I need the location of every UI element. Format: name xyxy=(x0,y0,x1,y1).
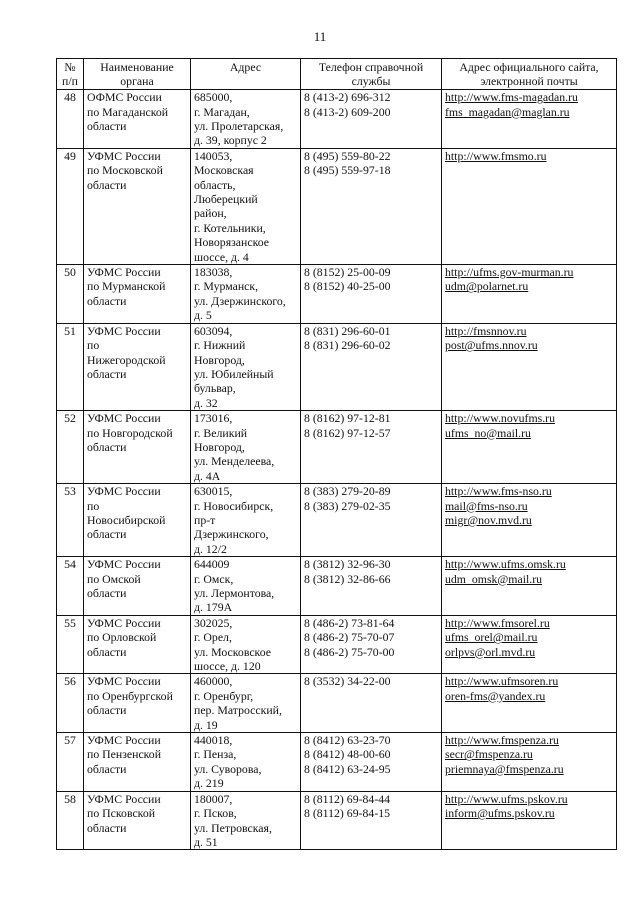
row-number: 55 xyxy=(57,615,84,674)
office-address-line: шоссе, д. 120 xyxy=(194,659,261,674)
row-number: 53 xyxy=(57,484,84,557)
office-address-line: г. Орел, xyxy=(194,630,232,645)
office-phones xyxy=(301,323,442,410)
page-number: 11 xyxy=(313,29,327,44)
office-address-line: Дзержинского, xyxy=(194,527,269,542)
office-address-line: ул. Лермонтова, xyxy=(194,586,275,600)
office-address xyxy=(191,791,301,850)
contact-link[interactable]: oren-fms@yandex.ru xyxy=(445,688,546,703)
office-name-line: по Омской xyxy=(87,571,141,586)
office-phones-line: 8 (3812) 32-86-66 xyxy=(304,571,391,586)
table-row xyxy=(57,484,617,557)
office-address-line: г. Псков, xyxy=(194,806,237,821)
contact-link[interactable]: priemnaya@fmspenza.ru xyxy=(445,761,564,776)
office-phones-line: 8 (383) 279-02-35 xyxy=(304,498,391,513)
office-name xyxy=(84,148,191,264)
office-address-line: д. 12/2 xyxy=(194,541,227,556)
contact-link[interactable]: ufms_no@mail.ru xyxy=(445,425,531,440)
contact-link[interactable]: udm_omsk@mail.ru xyxy=(445,571,543,586)
office-phones xyxy=(301,615,442,674)
office-phones-line: 8 (8412) 63-24-95 xyxy=(304,761,391,776)
row-number: 49 xyxy=(57,148,84,264)
contact-link[interactable]: http://www.fmspenza.ru xyxy=(445,733,559,748)
office-address-line: пер. Матросский, xyxy=(194,703,282,718)
office-address xyxy=(191,90,301,149)
office-name-line: УФМС России xyxy=(87,791,161,806)
office-name xyxy=(84,90,191,149)
office-address xyxy=(191,148,301,264)
office-phones xyxy=(301,90,442,149)
office-address-line: область, xyxy=(194,177,236,192)
office-name-line: УФМС России xyxy=(87,323,161,338)
office-name-line: УФМС России xyxy=(87,265,161,280)
office-phones-line: 8 (486-2) 75-70-00 xyxy=(304,644,395,659)
office-address-line: ул. Дзержинского, xyxy=(194,293,286,308)
office-address xyxy=(191,557,301,616)
office-name-line: УФМС России xyxy=(87,733,161,748)
office-name-line: Новосибирской xyxy=(87,512,166,527)
office-address xyxy=(191,265,301,324)
office-phones-line: 8 (8152) 40-25-00 xyxy=(304,279,391,294)
office-address-line: д. 219 xyxy=(194,776,224,791)
row-number: 54 xyxy=(57,557,84,616)
office-phones-line: 8 (383) 279-20-89 xyxy=(304,484,391,499)
office-name-line: области xyxy=(87,119,127,133)
office-address-line: 140053, xyxy=(194,148,233,163)
office-website-email xyxy=(442,265,617,324)
office-name-line: области xyxy=(87,703,127,718)
header-phone-line: службы xyxy=(351,73,391,88)
office-phones-line: 8 (495) 559-80-22 xyxy=(304,148,391,163)
header-name-line: органа xyxy=(120,73,154,88)
office-name-line: ОФМС России xyxy=(87,90,162,105)
office-address-line: 603094, xyxy=(194,323,233,338)
contact-link[interactable]: migr@nov.mvd.ru xyxy=(445,512,532,527)
contact-link[interactable]: http://www.ufms.omsk.ru xyxy=(445,557,566,572)
row-number: 50 xyxy=(57,265,84,324)
office-address-line: д. 32 xyxy=(194,395,218,410)
office-address-line: г. Нижний xyxy=(194,338,246,353)
office-address-line: 630015, xyxy=(194,484,233,499)
office-phones xyxy=(301,674,442,733)
office-website-email xyxy=(442,674,617,733)
header-num-line: № xyxy=(64,60,76,74)
office-address-line: г. Мурманск, xyxy=(194,279,259,294)
table-row xyxy=(57,791,617,850)
office-website-email xyxy=(442,90,617,149)
contact-link[interactable]: inform@ufms.pskov.ru xyxy=(445,806,555,821)
office-address-line: ул. Юбилейный xyxy=(194,366,274,381)
office-address-line: д. 39, корпус 2 xyxy=(194,133,267,148)
table-row xyxy=(57,674,617,733)
table-header-row xyxy=(57,59,617,90)
contact-link[interactable]: fms_magadan@maglan.ru xyxy=(445,104,570,119)
office-address-line: 644009 xyxy=(194,557,230,572)
office-name xyxy=(84,265,191,324)
table-row xyxy=(57,265,617,324)
office-name-line: по Магаданской xyxy=(87,104,169,119)
office-phones xyxy=(301,148,442,264)
header-num xyxy=(57,59,84,90)
office-name xyxy=(84,791,191,850)
office-name-line: УФМС России xyxy=(87,411,161,426)
office-address xyxy=(191,484,301,557)
office-name-line: УФМС России xyxy=(87,615,161,630)
contact-link[interactable]: ufms_orel@mail.ru xyxy=(445,630,538,645)
office-phones-line: 8 (8112) 69-84-44 xyxy=(304,791,391,806)
office-phones-line: 8 (486-2) 75-70-07 xyxy=(304,630,395,645)
office-name-line: УФМС России xyxy=(87,557,161,572)
office-address xyxy=(191,411,301,484)
table-row xyxy=(57,615,617,674)
row-number: 56 xyxy=(57,674,84,733)
office-website-email xyxy=(442,615,617,674)
office-phones xyxy=(301,557,442,616)
row-number: 51 xyxy=(57,323,84,410)
office-address-line: 173016, xyxy=(194,411,233,426)
office-phones xyxy=(301,265,442,324)
office-address-line: Московская xyxy=(194,163,254,178)
office-address-line: д. 4А xyxy=(194,468,221,483)
office-phones-line: 8 (413-2) 696-312 xyxy=(304,90,391,105)
contact-link[interactable]: http://www.fmsmo.ru xyxy=(445,148,547,163)
header-site-line: Адрес официального сайта, xyxy=(459,60,599,74)
office-address-line: ул. Петровская, xyxy=(194,820,272,835)
office-address-line: ул. Московское xyxy=(194,644,271,659)
office-name-line: по xyxy=(87,498,100,513)
office-address-line: г. Магадан, xyxy=(194,104,250,119)
office-name xyxy=(84,484,191,557)
row-number: 57 xyxy=(57,733,84,792)
office-name-line: области xyxy=(87,761,127,776)
table-row xyxy=(57,148,617,264)
contact-link[interactable]: http://ufms.gov-murman.ru xyxy=(445,265,574,280)
office-address xyxy=(191,733,301,792)
contact-link[interactable]: post@ufms.nnov.ru xyxy=(445,338,538,353)
office-address-line: г. Котельники, xyxy=(194,220,266,235)
table-row xyxy=(57,557,617,616)
office-address-line: д. 19 xyxy=(194,717,218,732)
office-website-email xyxy=(442,733,617,792)
office-name-line: по Псковской xyxy=(87,806,156,821)
office-name xyxy=(84,557,191,616)
table-row xyxy=(57,733,617,792)
header-num-line: п/п xyxy=(62,73,78,88)
office-address-line: район, xyxy=(194,206,227,221)
contact-link[interactable]: orlpvs@orl.mvd.ru xyxy=(445,644,536,659)
contact-link[interactable]: http://www.novufms.ru xyxy=(445,411,555,426)
office-name-line: УФМС России xyxy=(87,484,161,499)
office-address-line: 685000, xyxy=(194,90,233,105)
office-address-line: 180007, xyxy=(194,791,233,806)
office-address-line: 440018, xyxy=(194,733,233,748)
header-phone xyxy=(301,59,442,90)
row-number: 48 xyxy=(57,90,84,149)
office-address-line: бульвар, xyxy=(194,381,236,396)
header-address xyxy=(191,59,301,90)
contact-link[interactable]: udm@polarnet.ru xyxy=(445,279,529,294)
office-address-line: г. Омск, xyxy=(194,571,234,586)
office-address-line: д. 51 xyxy=(194,834,218,849)
office-name xyxy=(84,733,191,792)
office-phones-line: 8 (831) 296-60-01 xyxy=(304,323,391,338)
office-name-line: области xyxy=(87,439,127,454)
office-phones-line: 8 (413-2) 609-200 xyxy=(304,104,391,119)
header-name xyxy=(84,59,191,90)
office-name-line: УФМС России xyxy=(87,674,161,689)
office-name-line: области xyxy=(87,644,127,659)
office-phones-line: 8 (8162) 97-12-57 xyxy=(304,425,391,440)
office-address-line: 302025, xyxy=(194,615,233,630)
office-name-line: области xyxy=(87,177,127,192)
office-phones-line: 8 (3532) 34-22-00 xyxy=(304,674,391,689)
table-row xyxy=(57,411,617,484)
office-phones xyxy=(301,733,442,792)
office-website-email xyxy=(442,411,617,484)
office-phones-line: 8 (8162) 97-12-81 xyxy=(304,411,391,426)
office-name-line: УФМС России xyxy=(87,148,161,163)
contact-link[interactable]: secr@fmspenza.ru xyxy=(445,747,533,762)
office-name-line: по Московской xyxy=(87,163,163,178)
office-name xyxy=(84,411,191,484)
office-phones-line: 8 (8412) 48-00-60 xyxy=(304,747,391,762)
office-name-line: области xyxy=(87,586,127,600)
office-name-line: по Мурманской xyxy=(87,279,166,294)
office-address-line: Новгород, xyxy=(194,439,245,454)
office-phones xyxy=(301,411,442,484)
contact-link[interactable]: http://fmsnnov.ru xyxy=(445,323,527,338)
office-phones-line: 8 (486-2) 73-81-64 xyxy=(304,615,395,630)
office-phones-line: 8 (8152) 25-00-09 xyxy=(304,265,391,280)
office-address-line: 460000, xyxy=(194,674,233,689)
office-address xyxy=(191,615,301,674)
header-site-line: электронной почты xyxy=(480,73,578,88)
office-address-line: пр-т xyxy=(194,512,216,527)
office-phones-line: 8 (831) 296-60-02 xyxy=(304,338,391,353)
office-address-line: шоссе, д. 4 xyxy=(194,249,249,264)
office-name xyxy=(84,323,191,410)
office-name-line: по Орловской xyxy=(87,630,157,645)
office-name-line: области xyxy=(87,293,127,308)
office-phones-line: 8 (8412) 63-23-70 xyxy=(304,733,391,748)
office-name xyxy=(84,615,191,674)
office-name-line: области xyxy=(87,366,127,381)
contact-link[interactable]: http://www.fmsorel.ru xyxy=(445,615,550,630)
header-phone-line: Телефон справочной xyxy=(318,60,424,74)
office-address-line: д. 5 xyxy=(194,308,212,323)
office-address-line: г. Пенза, xyxy=(194,747,237,762)
contact-link[interactable]: http://www.fms-magadan.ru xyxy=(445,90,578,105)
office-name-line: области xyxy=(87,820,127,835)
office-address-line: д. 179А xyxy=(194,600,233,615)
office-website-email xyxy=(442,791,617,850)
office-address-line: г. Оренбург, xyxy=(194,688,254,703)
office-website-email xyxy=(442,148,617,264)
office-name-line: Нижегородской xyxy=(87,352,166,367)
row-number: 52 xyxy=(57,411,84,484)
contact-link[interactable]: http://www.fms-nso.ru xyxy=(445,484,552,499)
office-address-line: 183038, xyxy=(194,265,233,280)
contact-link[interactable]: http://www.ufmsoren.ru xyxy=(445,674,559,689)
office-address-line: г. Великий xyxy=(194,425,248,440)
office-address-line: ул. Суворова, xyxy=(194,761,262,776)
office-name-line: по Пензенской xyxy=(87,747,162,762)
office-name xyxy=(84,674,191,733)
office-address-line: г. Новосибирск, xyxy=(194,498,274,513)
office-name-line: области xyxy=(87,527,127,542)
office-address-line: Новгород, xyxy=(194,352,245,367)
office-phones xyxy=(301,484,442,557)
office-address-line: Люберецкий xyxy=(194,192,258,207)
office-address xyxy=(191,323,301,410)
office-name-line: по Новгородской xyxy=(87,425,173,440)
office-phones-line: 8 (3812) 32-96-30 xyxy=(304,557,391,572)
table-row xyxy=(57,323,617,410)
office-phones-line: 8 (495) 559-97-18 xyxy=(304,163,391,178)
office-address-line: Новорязанское xyxy=(194,235,269,250)
office-address-line: ул. Пролетарская, xyxy=(194,119,284,133)
table-row xyxy=(57,90,617,149)
header-name-line: Наименование xyxy=(100,60,174,74)
office-website-email xyxy=(442,484,617,557)
fms-directory-table xyxy=(56,58,617,850)
contact-link[interactable]: mail@fms-nso.ru xyxy=(445,498,528,513)
contact-link[interactable]: http://www.ufms.pskov.ru xyxy=(445,791,568,806)
office-phones-line: 8 (8112) 69-84-15 xyxy=(304,806,391,821)
office-website-email xyxy=(442,323,617,410)
header-address-line: Адрес xyxy=(229,60,262,74)
office-address-line: ул. Менделеева, xyxy=(194,454,275,469)
office-phones xyxy=(301,791,442,850)
header-site xyxy=(442,59,617,90)
office-name-line: по Оренбургской xyxy=(87,688,173,703)
office-name-line: по xyxy=(87,338,100,353)
office-address xyxy=(191,674,301,733)
row-number: 58 xyxy=(57,791,84,850)
office-website-email xyxy=(442,557,617,616)
